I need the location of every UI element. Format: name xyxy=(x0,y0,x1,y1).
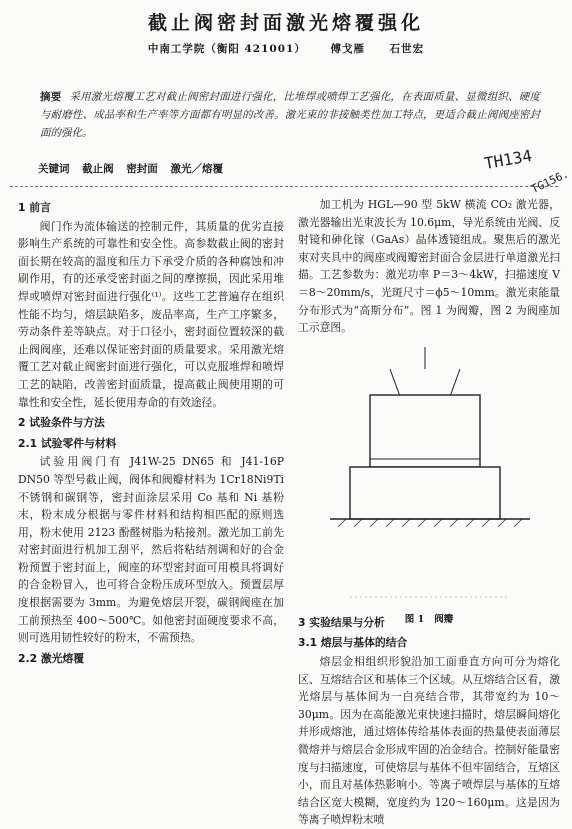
byline xyxy=(0,41,572,56)
abstract xyxy=(40,88,540,142)
keywords xyxy=(38,161,232,176)
paragraph-equipment: 加工机为 HGL—90 型 5kW 横流 CO₂ 激光器，激光器输出光束波长为 10.6μm，导光系统由光阀、反射镜和砷化镓（GaAs）晶体透镜组成。聚焦后的激光束对夹具中的阀座或阀瓣密封面合金层进行单道激光扫描。工艺参数为：激光功率 P＝3～4kW，扫描速度 V＝8～20mm/s，光斑尺寸＝ϕ5～10mm。激光束能量分布形式为“高斯分布”。图 1 为阀瓣，图 2 为阀座加工示意图。 xyxy=(298,198,560,335)
figure-caption-text: 阀瓣 xyxy=(434,613,454,625)
paragraph-bonding: 熔层金相组织形貌沿加工面垂直方向可分为熔化区、互熔结合区和基体三个区域。从互熔结合区看，激光熔层与基体间为一白亮结合带，其带宽约为 10～30μm。因为在高能激光束快速扫描时，熔层瞬间熔化并形成熔池，通过熔体传给基体表面的热量使表面薄层微熔并与熔层合金形成牢固的冶金结合。控制好能量密度与扫描速度，可使熔层与基体不但牢固结合，互熔区小，而且对基体热影响小。等离子喷焊层与基体的互熔结合区宽大模糊，宽度约为 120～160μm。这是因为等离子喷焊粉末喷 xyxy=(298,654,560,827)
keyword-3: 激光／熔覆 xyxy=(170,163,223,175)
heading-methods: 2 试验条件与方法 xyxy=(18,416,105,430)
valve-disc-diagram xyxy=(330,347,530,602)
keyword-1: 截止阀 xyxy=(82,163,114,175)
worktable-hatching xyxy=(338,519,522,527)
paper-title: 截止阀密封面激光熔覆强化 xyxy=(147,12,424,34)
handwritten-note-1: TH134 xyxy=(482,145,534,174)
paragraph-materials: 试验用阀门有 J41W-25 DN65 和 J41-16P DN50 等型号截止阀，阀体和阀瓣材料为 1Cr18Ni9Ti 不锈钢和碳钢等，密封面涂层采用 Co 基和 Ni 基粉末，粉末成分根据与零件材料和结构相匹配的原则选用，粉末使用 2123 酚醛树脂为粘接剂。激光加工前先对密封面进行机加工刮平，然后将粘结剂调和好的合金粉预置于密封面上，阀座的环型密封面可用模具将调好的合金粉冒入，也可将合金粉压成环型放入。预置层厚度根据需要为 3mm。为避免熔层开裂，碳钢阀座在加工前预热至 400～500℃。如他密封面硬度要求不高，则可选用韧性较好的粉末，不需预热。 xyxy=(18,455,284,645)
right-column xyxy=(298,196,560,829)
keywords-label: 关键词 xyxy=(38,163,70,175)
affiliation: 中南工学院（衡阳 421001） xyxy=(147,43,306,55)
fixture-base xyxy=(350,467,500,519)
keyword-2: 密封面 xyxy=(126,163,158,175)
heading-bonding: 3.1 熔层与基体的结合 xyxy=(298,636,408,650)
author-1: 傅戈雁 xyxy=(330,43,365,55)
handwritten-note-2: TG156. xyxy=(529,167,571,196)
section-divider xyxy=(10,186,558,187)
heading-introduction: 1 前言 xyxy=(18,201,51,214)
author-2: 石世宏 xyxy=(389,43,425,55)
figure-caption xyxy=(298,611,560,629)
valve-disc-body xyxy=(370,395,480,467)
abstract-label: 摘要 xyxy=(40,91,62,103)
heading-results: 3 实验结果与分析 xyxy=(298,615,385,629)
abstract-text: 采用激光熔覆工艺对截止阀密封面进行强化，比堆焊或喷焊工艺强化，在表面质量、显微组织、硬度与耐磨性、成品率和生产率等方面都有明显的改善。激光束的非接触类性加工特点，更适合截止阀阀座密封面的强化。 xyxy=(40,91,541,139)
left-column xyxy=(18,196,284,668)
paragraph-introduction: 阀门作为流体输送的控制元件，其质量的优劣直接影响生产系统的可靠性和安全性。高参数截止阀的密封面长期在较高的温度和压力下承受介质的各种腐蚀和冲刷作用，有的还承受密封面之间的摩擦损，因此采用堆焊或喷焊对密封面进行强化⁽¹⁾。这些工艺普遍存在组织性能不均匀，熔层缺陷多，废品率高，生产工序繁多，劳动条件差等缺点。对于口径小，密封面位置较深的截止阀阀座，还难以保证密封面的质量要求。采用激光熔覆工艺对截止阀密封面进行强化，可以克服堆焊和喷焊工艺的缺陷，改善密封面质量，提高截止阀使用期的可靠性和安全性，延长使用寿命的有效途径。 xyxy=(18,219,284,409)
heading-laser-cladding: 2.2 激光熔覆 xyxy=(18,651,85,665)
figure-label: 图 1 xyxy=(404,613,425,625)
heading-materials: 2.1 试验零件与材料 xyxy=(18,436,117,450)
